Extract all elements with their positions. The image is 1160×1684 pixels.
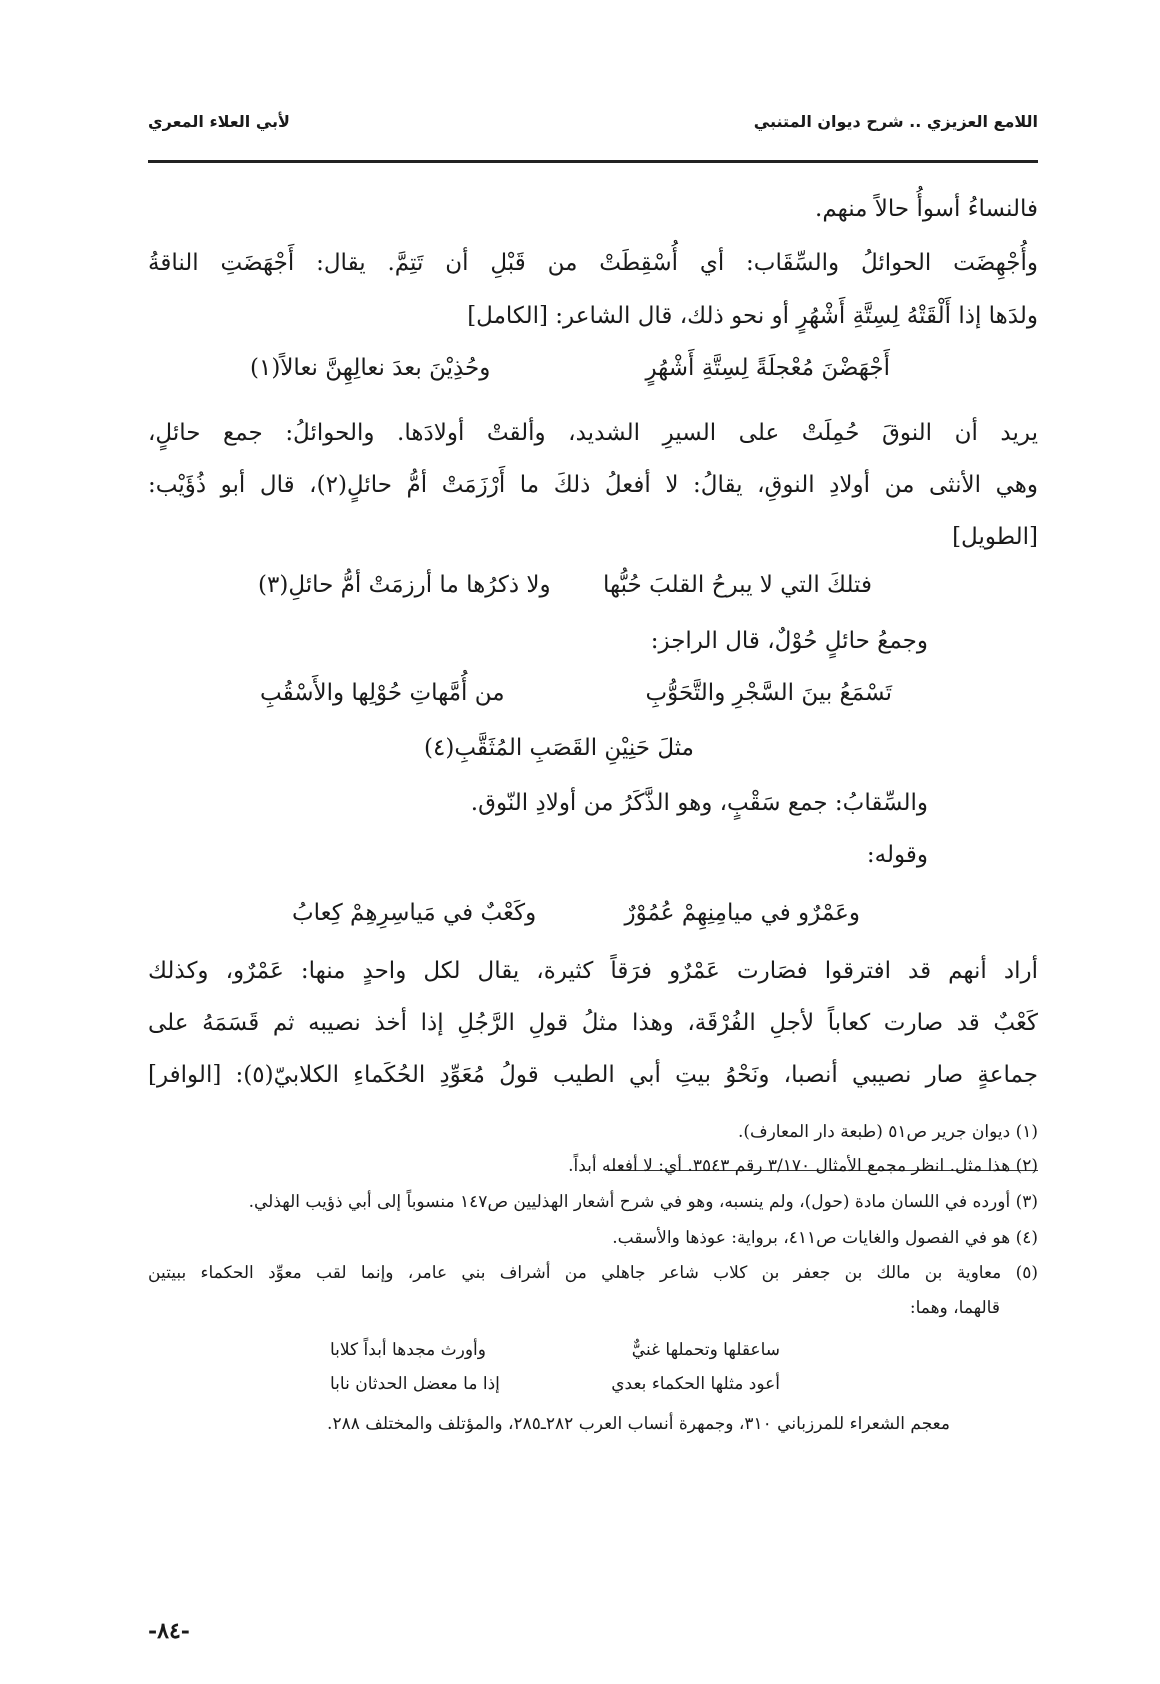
running-header — [148, 112, 1038, 152]
body-line-4: يريد أن النوقَ حُمِلَتْ على السيرِ الشديد، وألقتْ أولادَها. والحوائلُ: جمع حائلٍ، — [148, 420, 1038, 446]
body-line-2: وأُجْهِضَت الحوائلُ والسِّقَاب: أي أُسْقِطَتْ من قَبْلِ أن تَتِمَّ. يقال: أَجْهَضَتِ الناقةُ — [148, 250, 1038, 276]
body-line-12: جماعةٍ صار نصيبي أنصبا، ونَحْوُ بيتِ أبي الطيب قولُ مُعَوِّدِ الحُكَماءِ الكلابيّ(٥): [الوافر] — [148, 1062, 1038, 1088]
footnote-verse-2-second-hemistich: إذا ما معضل الحدثان نابا — [330, 1374, 500, 1394]
verse-2-second-hemistich: ولا ذكرُها ما أرزمَتْ أمُّ حائلِ(٣) — [258, 572, 551, 598]
book-title: اللامع العزيزي .. شرح ديوان المتنبي — [753, 112, 1038, 131]
body-line-1: فالنساءُ أسوأُ حالاً منهم. — [815, 196, 1038, 222]
footnote-5-sources: معجم الشعراء للمرزباني ٣١٠، وجمهرة أنساب العرب ٢٨٢ـ٢٨٥، والمؤتلف والمختلف ٢٨٨. — [327, 1414, 950, 1434]
verse-1-first-hemistich: أَجْهَضْنَ مُعْجلَةً لِسِتَّةِ أَشْهُرٍ — [645, 355, 890, 381]
body-line-10: أراد أنهم قد افترقوا فصَارت عَمْرٌو فرَقاً كثيرة، يقال لكل واحدٍ منها: عَمْرٌو، وكذلك — [148, 958, 1038, 984]
body-line-5: وهي الأنثى من أولادِ النوقِ، يقالُ: لا أفعلُ ذلكَ ما أَرْزَمَتْ أمُّ حائلٍ(٢)، قال أبو ذُؤَيْب: — [148, 472, 1038, 498]
author-name: لأبي العلاء المعري — [148, 112, 290, 131]
footnote-4: (٤) هو في الفصول والغايات ص٤١١، برواية: عوذها والأسقب. — [612, 1228, 1038, 1248]
body-line-7: وجمعُ حائلٍ حُوْلٌ، قال الراجز: — [650, 628, 928, 654]
verse-3-first-hemistich: تَسْمَعُ بينَ السَّجْرِ والتَّحَوُّبِ — [645, 680, 892, 706]
footnote-2: (٢) هذا مثل. انظر مجمع الأمثال ٣/١٧٠ رقم ٣٥٤٣. أي: لا أفعله أبداً. — [568, 1156, 1038, 1176]
verse-4: مثلَ حَنِيْنِ القَصَبِ المُثَقَّبِ(٤) — [424, 735, 694, 761]
verse-2-first-hemistich: فتلكَ التي لا يبرحُ القلبَ حُبُّها — [603, 572, 872, 598]
verse-3-second-hemistich: من أُمَّهاتِ حُوْلِها والأَسْقُبِ — [260, 680, 505, 706]
verse-5-second-hemistich: وكَعْبٌ في مَياسِرِهِمْ كِعابُ — [292, 900, 537, 926]
footnote-verse-2-first-hemistich: أعود مثلها الحكماء بعدي — [611, 1374, 780, 1394]
footnote-3: (٣) أورده في اللسان مادة (حول)، ولم ينسبه، وهو في شرح أشعار الهذليين ص١٤٧ منسوباً إلى أبي ذؤيب الهذلي. — [248, 1192, 1038, 1212]
footnote-verse-1-first-hemistich: ساعقلها وتحملها غنيٌّ — [631, 1340, 780, 1360]
footnote-verse-1-second-hemistich: وأورث مجدها أبداً كلابا — [330, 1340, 486, 1360]
footnote-5-line-2: قالهما، وهما: — [909, 1298, 1000, 1318]
body-line-3: ولدَها إذا أَلْقَتْهُ لِسِتَّةِ أَشْهُرٍ أو نحو ذلك، قال الشاعر: [الكامل] — [467, 303, 1038, 329]
verse-5-first-hemistich: وعَمْرٌو في ميامِنِهِمْ عُمُوْرٌ — [624, 900, 860, 926]
header-rule — [148, 160, 1038, 163]
body-line-8: والسِّقابُ: جمع سَقْبٍ، وهو الذَّكَرُ من أولادِ النّوق. — [470, 790, 928, 816]
body-line-9: وقوله: — [866, 842, 928, 868]
footnote-1: (١) ديوان جرير ص٥١ (طبعة دار المعارف). — [737, 1122, 1038, 1142]
page-number: -٨٤- — [148, 1618, 190, 1644]
footnote-5-line-1: (٥) معاوية بن مالك بن جعفر بن كلاب شاعر جاهلي من أشراف بني عامر، وإنما لقب معوِّد الحكماء ببيتين — [148, 1263, 1038, 1283]
body-line-11: كَعْبٌ قد صارت كعاباً لأجلِ الفُرْقَة، وهذا مثلُ قولِ الرَّجُلِ إذا أخذ نصيبه ثم قَسَمَهُ على — [148, 1010, 1038, 1036]
body-line-6: [الطويل] — [952, 524, 1038, 550]
verse-1-second-hemistich: وحُذِيْنَ بعدَ نعالِهِنَّ نعالاً(١) — [250, 355, 491, 381]
